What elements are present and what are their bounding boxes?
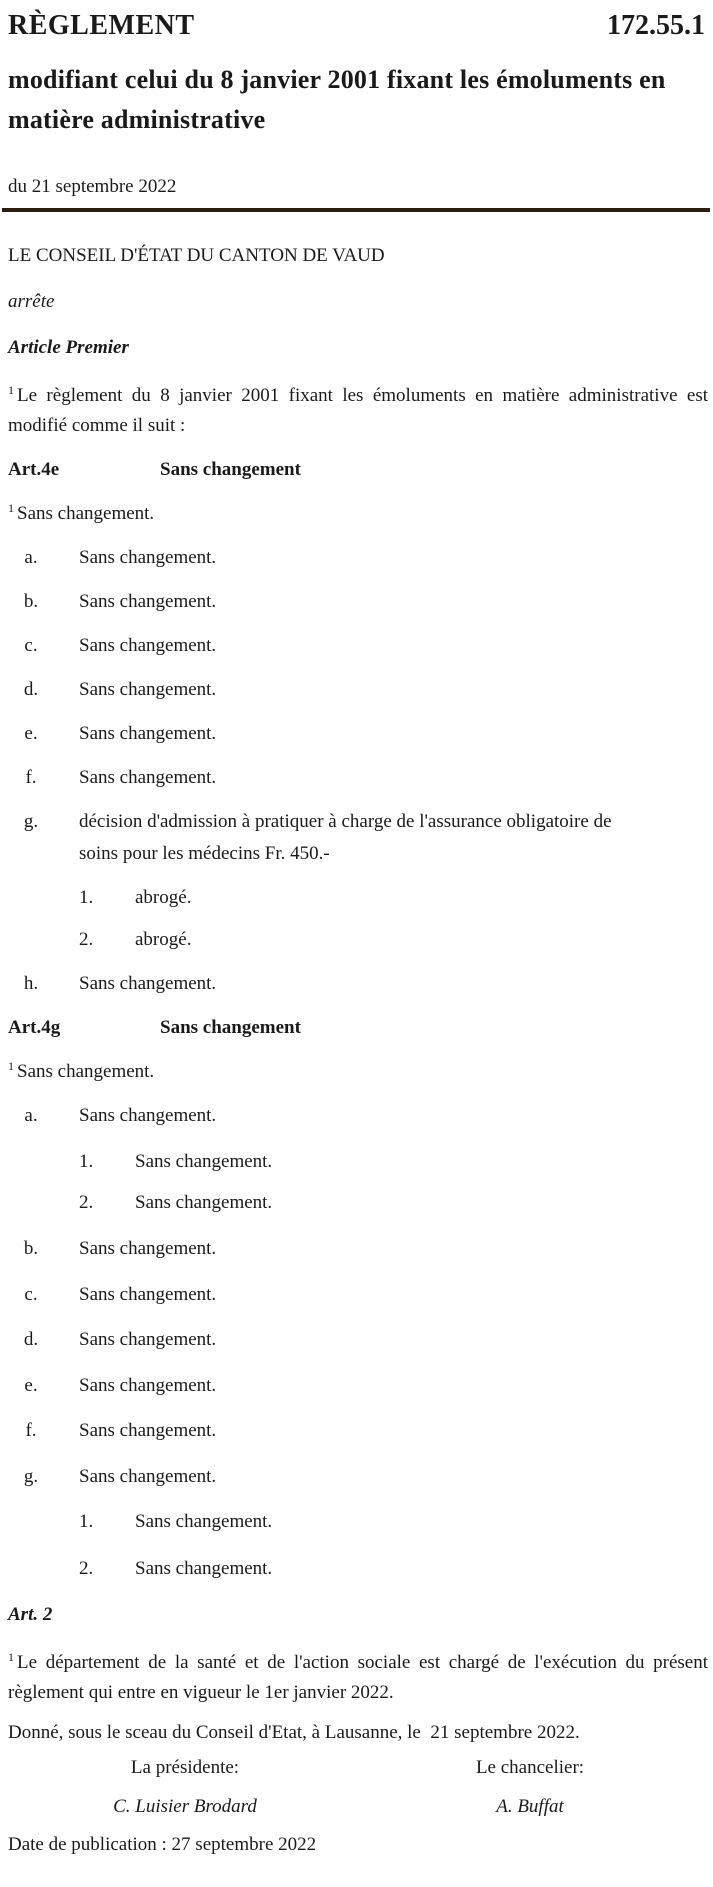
alinea-number: 1 xyxy=(8,382,14,397)
art4g-title: Sans changement xyxy=(160,1017,301,1038)
document-number: 172.55.1 xyxy=(607,10,705,41)
alinea-number: 1 xyxy=(8,1649,14,1664)
list-item-letter: d. xyxy=(23,679,39,700)
list-item-text: Sans changement. xyxy=(79,1375,217,1396)
sub-item-number: 1. xyxy=(79,1151,94,1172)
list-item-letter: e. xyxy=(24,1375,38,1396)
alinea-number: 1 xyxy=(8,500,14,515)
list-item-text: Sans changement. xyxy=(79,591,217,612)
president-title: La présidente: xyxy=(130,1757,240,1778)
list-item-letter: e. xyxy=(24,723,38,744)
sub-item-text: Sans changement. xyxy=(135,1558,273,1579)
sub-item-number: 1. xyxy=(79,1511,94,1532)
art4e-label: Art.4e xyxy=(8,459,60,480)
list-item-text: Sans changement. xyxy=(79,1329,217,1350)
list-item-letter: c. xyxy=(24,1284,38,1305)
chancellor-title: Le chancelier: xyxy=(475,1757,585,1778)
list-item-letter: f. xyxy=(25,767,37,788)
chancellor-signature: A. Buffat xyxy=(496,1796,564,1817)
list-item-letter: g. xyxy=(23,1466,39,1487)
list-item-text: Sans changement. xyxy=(79,723,217,744)
list-item-text: Sans changement. xyxy=(79,767,217,788)
sub-item-text: Sans changement. xyxy=(135,1151,273,1172)
art4e-alinea xyxy=(8,499,154,529)
list-item-text: Sans changement. xyxy=(79,973,217,994)
list-item-text: soins pour les médecins Fr. 450.- xyxy=(79,843,330,864)
sub-item-text: Sans changement. xyxy=(135,1192,273,1213)
header-divider xyxy=(2,208,710,212)
article-premier-heading: Article Premier xyxy=(8,337,129,358)
list-item-letter: g. xyxy=(23,811,39,832)
list-item-text: Sans changement. xyxy=(79,1420,217,1441)
art2-alinea xyxy=(8,1648,708,1708)
list-item-text: Sans changement. xyxy=(79,1238,217,1259)
art4g-alinea xyxy=(8,1057,154,1087)
arrete-line: arrête xyxy=(8,291,55,312)
list-item-letter: a. xyxy=(24,547,38,568)
given-statement: Donné, sous le sceau du Conseil d'Etat, à Lausanne, le 21 septembre 2022. xyxy=(8,1722,580,1743)
art4g-label: Art.4g xyxy=(8,1017,61,1038)
list-item-letter: d. xyxy=(23,1329,39,1350)
list-item-text: Sans changement. xyxy=(79,1466,217,1487)
sub-item-text: Sans changement. xyxy=(135,1511,273,1532)
list-item-text: Sans changement. xyxy=(79,1284,217,1305)
list-item-letter: f. xyxy=(25,1420,37,1441)
art2-text: Le département de la santé et de l'action sociale est chargé de l'exécution du présent règlement qui entre en vigueur le 1er janvier 2022. xyxy=(8,1652,708,1703)
document-date: du 21 septembre 2022 xyxy=(8,176,177,197)
art4g-alinea-text: Sans changement. xyxy=(17,1061,155,1082)
list-item-letter: h. xyxy=(23,973,39,994)
list-item-text: Sans changement. xyxy=(79,679,217,700)
list-item-text: Sans changement. xyxy=(79,1105,217,1126)
art4e-alinea-text: Sans changement. xyxy=(17,503,155,524)
authority-line: LE CONSEIL D'ÉTAT DU CANTON DE VAUD xyxy=(8,245,385,266)
document-title: RÈGLEMENT xyxy=(8,10,195,41)
article-premier-alinea xyxy=(8,381,708,441)
list-item-letter: a. xyxy=(24,1105,38,1126)
list-item-letter: b. xyxy=(23,1238,39,1259)
sub-item-text: abrogé. xyxy=(135,929,192,950)
list-item-letter: b. xyxy=(23,591,39,612)
list-item-text: Sans changement. xyxy=(79,547,217,568)
sub-item-number: 2. xyxy=(79,1192,94,1213)
list-item-letter: c. xyxy=(24,635,38,656)
alinea-number: 1 xyxy=(8,1058,14,1073)
president-signature: C. Luisier Brodard xyxy=(113,1796,257,1817)
list-item-text: Sans changement. xyxy=(79,635,217,656)
sub-item-text: abrogé. xyxy=(135,887,192,908)
list-item-text: décision d'admission à pratiquer à charge de l'assurance obligatoire de xyxy=(79,811,612,832)
article-premier-text: Le règlement du 8 janvier 2001 fixant les émoluments en matière administrative est modifié comme il suit : xyxy=(8,385,708,436)
sub-item-number: 1. xyxy=(79,887,94,908)
art2-heading: Art. 2 xyxy=(8,1604,53,1625)
sub-item-number: 2. xyxy=(79,1558,94,1579)
sub-item-number: 2. xyxy=(79,929,94,950)
art4e-title: Sans changement xyxy=(160,459,301,480)
document-subtitle: modifiant celui du 8 janvier 2001 fixant les émoluments en matière administrative xyxy=(8,65,666,134)
publication-date: Date de publication : 27 septembre 2022 xyxy=(8,1834,317,1855)
